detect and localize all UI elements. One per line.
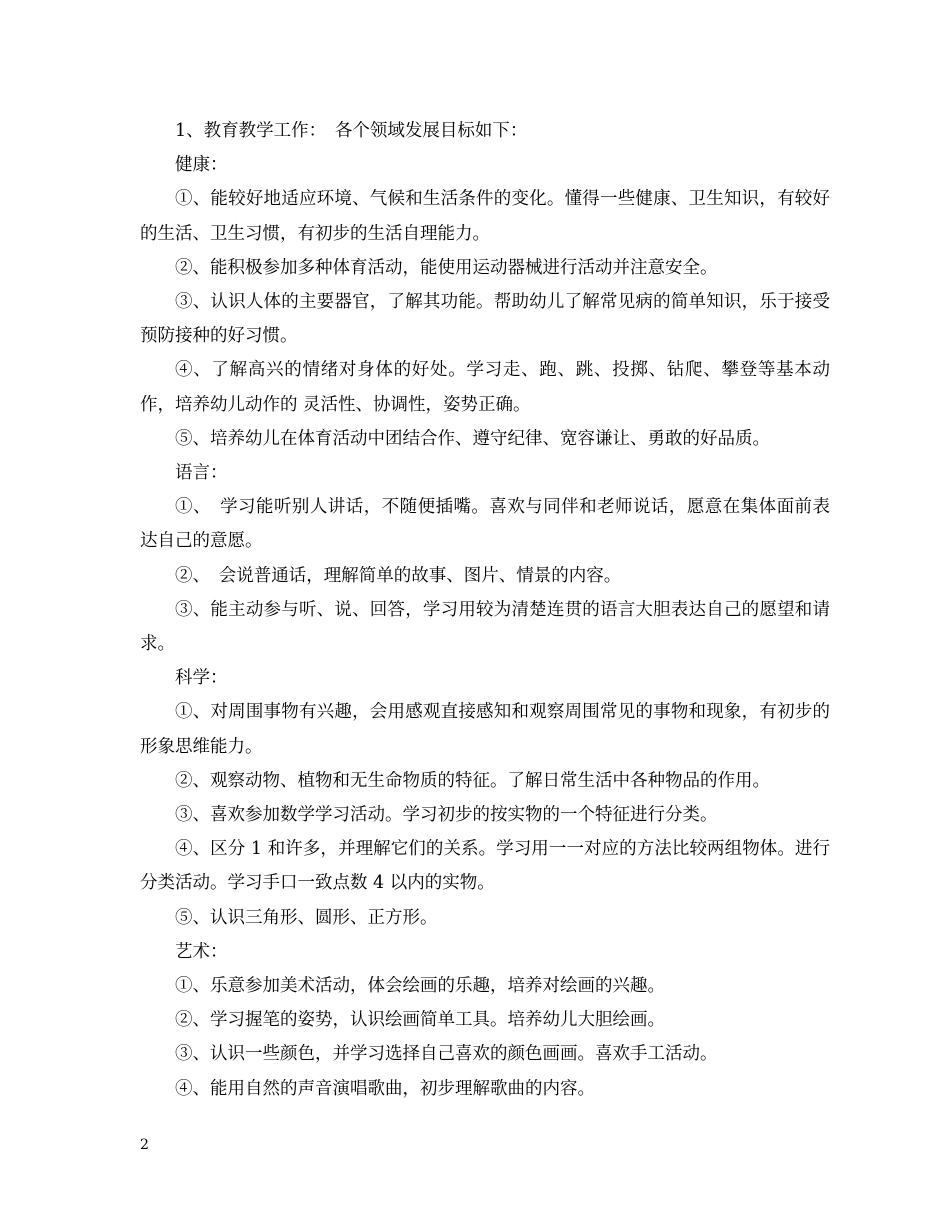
section-title-health: 健康： xyxy=(175,155,228,176)
language-item: ②、 会说普通话，理解简单的故事、图片、情景的内容。 xyxy=(175,565,622,586)
science-item: ③、喜欢参加数学学习活动。学习初步的按实物的一个特征进行分类。 xyxy=(175,805,718,826)
science-item: ⑤、认识三角形、圆形、正方形。 xyxy=(175,907,438,928)
science-item: ①、对周围事物有兴趣，会用感观直接感知和观察周围常见的事物和现象，有初步的形象思维能力。 xyxy=(140,702,830,757)
language-item: ③、能主动参与听、说、回答，学习用较为清楚连贯的语言大胆表达自己的愿望和请求。 xyxy=(140,599,830,655)
science-item: ②、观察动物、植物和无生命物质的特征。了解日常生活中各种物品的作用。 xyxy=(175,770,770,791)
section-title-art: 艺术： xyxy=(175,941,228,962)
health-item: ②、能积极参加多种体育活动，能使用运动器械进行活动并注意安全。 xyxy=(175,257,718,278)
page-number: 2 xyxy=(140,1137,149,1153)
document-body xyxy=(140,114,830,1106)
health-item: ⑤、培养幼儿在体育活动中团结合作、遵守纪律、宽容谦让、勇敢的好品质。 xyxy=(175,428,770,449)
intro-line: 1、教育教学工作： 各个领域发展目标如下： xyxy=(175,121,528,141)
art-item: ③、认识一些颜色，并学习选择自己喜欢的颜色画画。喜欢手工活动。 xyxy=(175,1044,718,1065)
language-item: ①、 学习能听别人讲话，不随便插嘴。喜欢与同伴和老师说话，愿意在集体面前表达自己的意愿。 xyxy=(140,497,830,552)
art-item: ②、学习握笔的姿势，认识绘画简单工具。培养幼儿大胆绘画。 xyxy=(175,1010,665,1031)
art-item: ①、乐意参加美术活动，体会绘画的乐趣，培养对绘画的兴趣。 xyxy=(175,976,665,997)
section-title-language: 语言： xyxy=(175,463,228,484)
health-item: ③、认识人体的主要器官，了解其功能。帮助幼儿了解常见病的简单知识，乐于接受预防接种的好习惯。 xyxy=(140,292,830,347)
health-item: ④、了解高兴的情绪对身体的好处。学习走、跑、跳、投掷、钻爬、攀登等基本动作，培养幼儿动作的 灵活性、协调性，姿势正确。 xyxy=(140,360,830,415)
section-title-science: 科学： xyxy=(175,668,228,689)
science-item: ④、区分 1 和许多，并理解它们的关系。学习用一一对应的方法比较两组物体。进行分类活动。学习手口一致点数 4 以内的实物。 xyxy=(140,839,830,894)
art-item: ④、能用自然的声音演唱歌曲，初步理解歌曲的内容。 xyxy=(175,1078,595,1099)
health-item: ①、能较好地适应环境、气候和生活条件的变化。懂得一些健康、卫生知识，有较好的生活、卫生习惯，有初步的生活自理能力。 xyxy=(140,189,830,244)
